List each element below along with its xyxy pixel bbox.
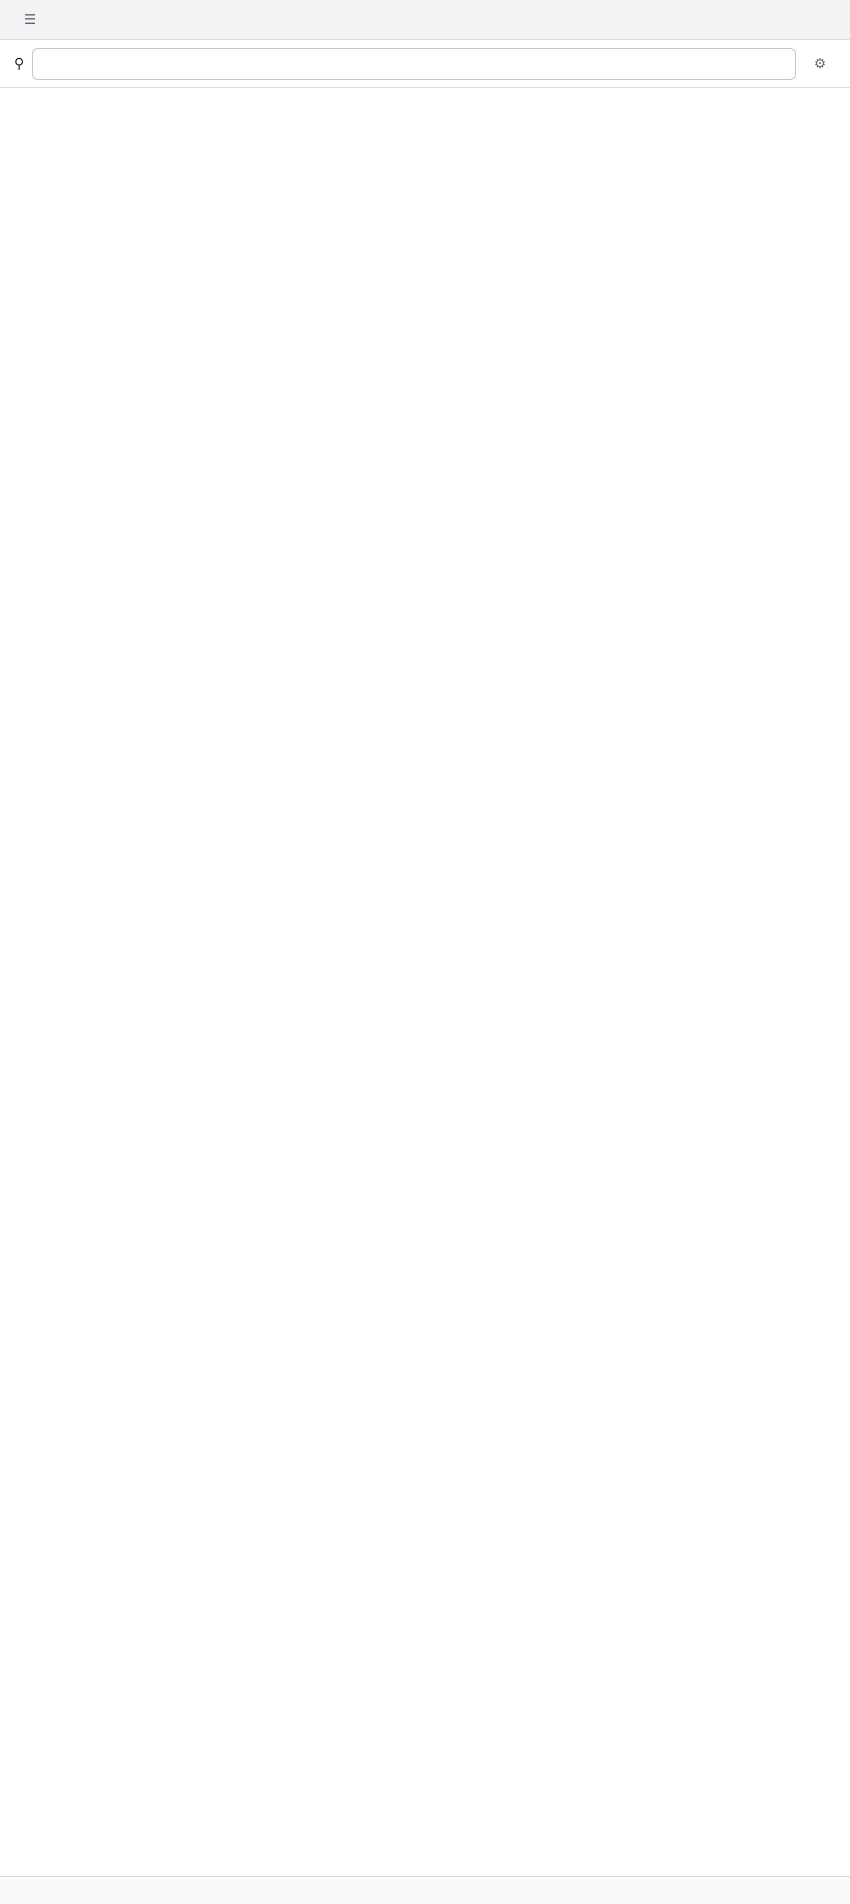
settings-button[interactable]: [804, 48, 836, 80]
title-bar: [0, 0, 850, 40]
menu-button[interactable]: [14, 4, 46, 36]
main-content: [0, 88, 850, 1876]
toolbar: [0, 40, 850, 88]
gear-icon: ⚙: [814, 55, 826, 71]
search-input[interactable]: [32, 48, 796, 80]
status-bar: [0, 1876, 850, 1904]
menu-icon: ☰: [24, 11, 36, 27]
search-icon: ⚲: [14, 55, 25, 71]
